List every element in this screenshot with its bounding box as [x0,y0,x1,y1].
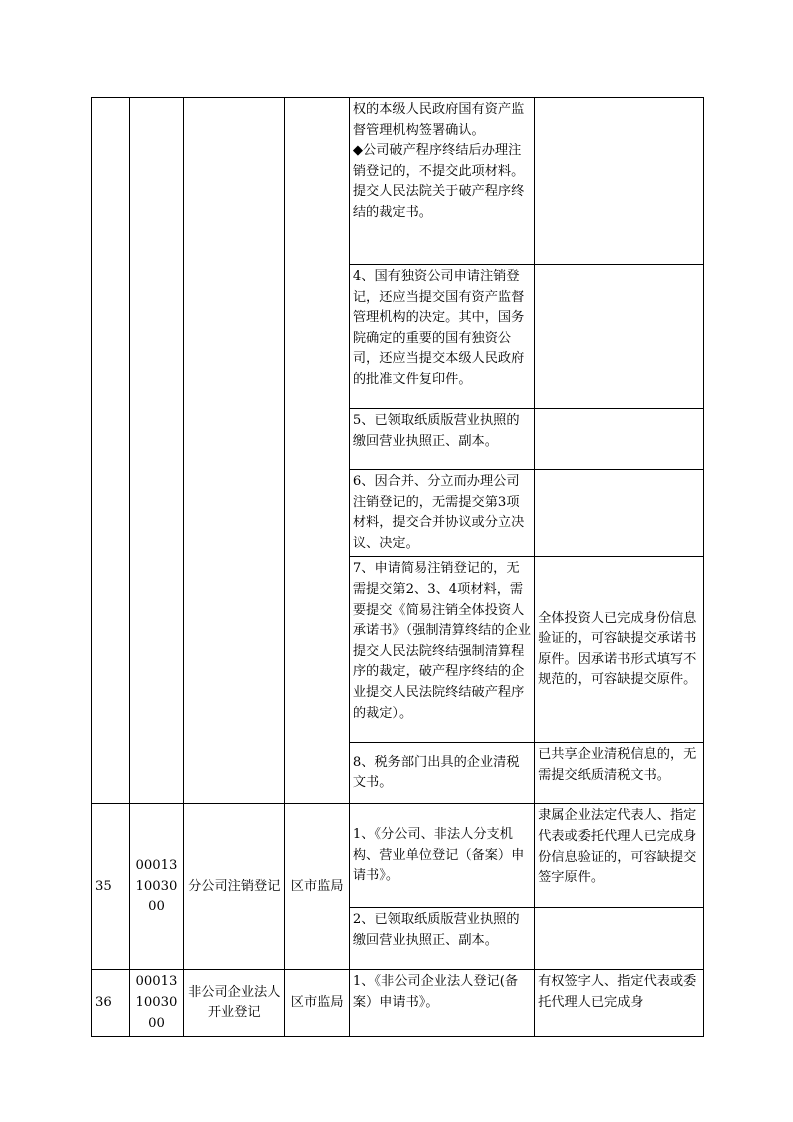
matter-name-cell: 非公司企业法人开业登记 [184,970,285,1037]
department-cell [285,98,349,804]
row-number-cell: 36 [92,970,130,1037]
row-number-cell: 35 [92,804,130,970]
material-cell: 2、已领取纸质版营业执照的缴回营业执照正、副本。 [349,908,534,970]
matter-name-cell: 分公司注销登记 [184,804,285,970]
note-cell [535,98,704,265]
matter-code-cell [129,98,183,804]
note-cell [535,470,704,557]
matter-code-cell: 000131003000 [129,804,183,970]
table-row [92,98,704,265]
note-cell [535,265,704,409]
note-cell: 有权签字人、指定代表或委托代理人已完成身 [535,970,704,1037]
material-cell: 5、已领取纸质版营业执照的缴回营业执照正、副本。 [349,409,534,470]
note-cell: 全体投资人已完成身份信息验证的，可容缺提交承诺书原件。因承诺书形式填写不规范的，可容缺提交原件。 [535,557,704,743]
material-cell: 权的本级人民政府国有资产监督管理机构签署确认。 ◆公司破产程序终结后办理注销登记的，不提交此项材料。提交人民法院关于破产程序终结的裁定书。 [349,98,534,265]
material-cell: 8、税务部门出具的企业清税文书。 [349,743,534,804]
note-cell: 已共享企业清税信息的，无需提交纸质清税文书。 [535,743,704,804]
service-matters-table [91,97,704,1037]
table-row [92,804,704,908]
note-cell [535,409,704,470]
department-cell: 区市监局 [285,804,349,970]
material-cell: 7、申请简易注销登记的，无需提交第2、3、4项材料，需要提交《简易注销全体投资人承诺书》（强制清算终结的企业提交人民法院终结强制清算程序的裁定，破产程序终结的企业提交人民法院终结破产程序的裁定）。 [349,557,534,743]
matter-name-cell [184,98,285,804]
department-cell: 区市监局 [285,970,349,1037]
table-row [92,970,704,1037]
matter-code-cell: 000131003000 [129,970,183,1037]
material-cell: 1、《非公司企业法人登记(备案）申请书》。 [349,970,534,1037]
note-cell [535,908,704,970]
material-cell: 1、《分公司、非法人分支机构、营业单位登记（备案）申请书》。 [349,804,534,908]
material-cell: 4、国有独资公司申请注销登记，还应当提交国有资产监督管理机构的决定。其中，国务院确定的重要的国有独资公司，还应当提交本级人民政府的批准文件复印件。 [349,265,534,409]
note-cell: 隶属企业法定代表人、指定代表或委托代理人已完成身份信息验证的，可容缺提交签字原件。 [535,804,704,908]
row-number-cell [92,98,130,804]
material-cell: 6、因合并、分立而办理公司注销登记的，无需提交第3项材料，提交合并协议或分立决议、决定。 [349,470,534,557]
